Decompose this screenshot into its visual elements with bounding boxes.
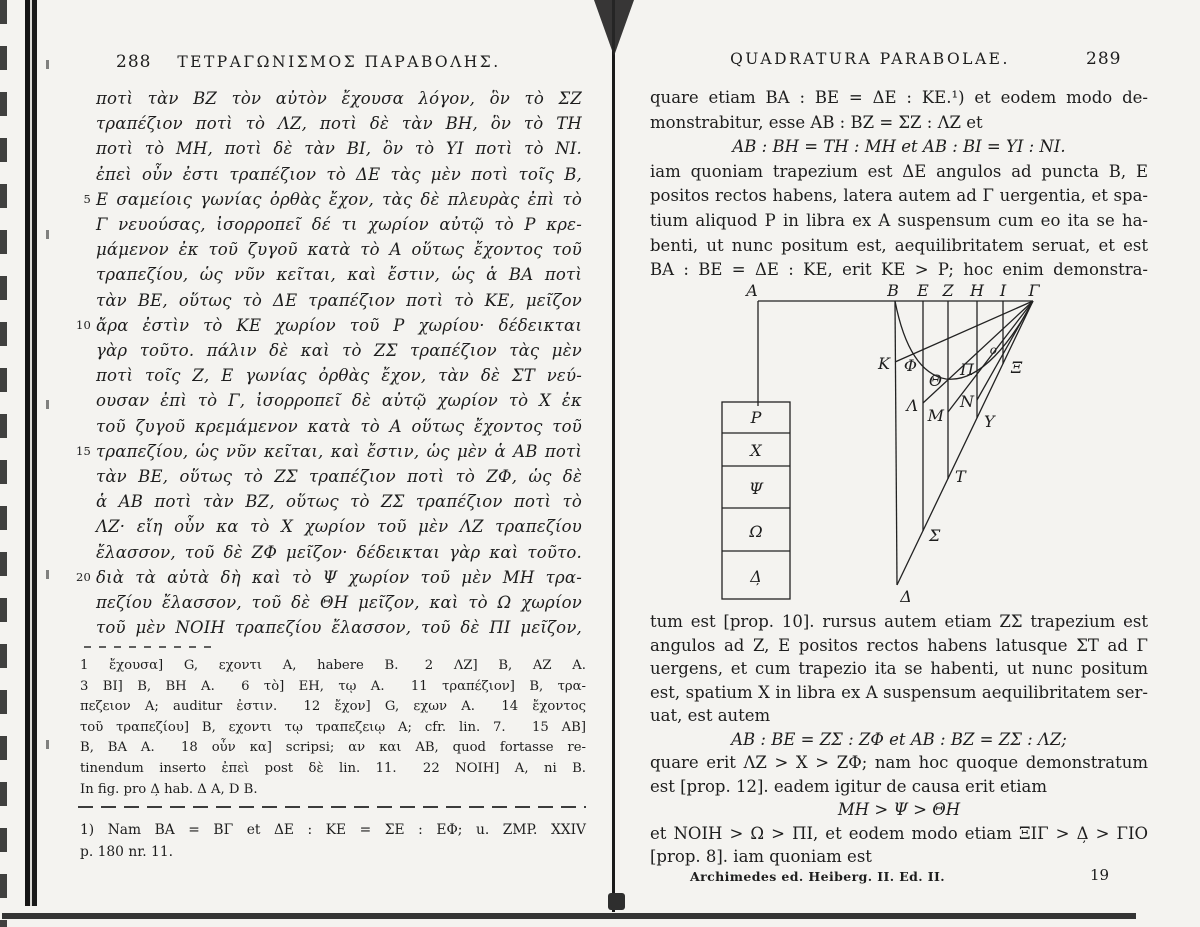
figure-label-Y: Y: [984, 412, 995, 431]
greek-text-line: [75, 439, 582, 464]
latin-paragraph-5: [650, 822, 1148, 869]
greek-text-line: [96, 237, 582, 262]
greek-line-text: ποτὶ τὸ ΜΗ, ποτὶ δὲ τὰν ΒΙ, ὃν τὸ ΥΙ ποτὶ τὸ ΝΙ.: [96, 139, 582, 159]
greek-text-line: [96, 212, 582, 237]
gutter-ink-blob-top: [594, 0, 634, 56]
apparatus-line: B, ΒΑ A. 18 οὖν κα] scripsi; αν και ΑB, quod fortasse re-: [80, 740, 586, 756]
critical-apparatus: [80, 656, 586, 800]
greek-line-text: διὰ τὰ αὐτὰ δὴ καὶ τὸ Ψ χωρίον τοῦ μὲν ΜΗ τρα-: [96, 567, 582, 587]
weight-box-label-P: P: [750, 408, 762, 427]
latin-line: benti, ut nunc positum est, aequilibritatem seruat, et est: [650, 235, 1148, 255]
latin-line: et NOIH > Ω > ΠI, et eodem modo etiam ΞΙΓ > Δ̦ > ΓΙΟ: [650, 823, 1148, 843]
greek-text-line: [96, 540, 582, 565]
signature-line: Archimedes ed. Heiberg. II. Ed. II.: [690, 869, 946, 884]
latin-line: est, spatium X in libra ex A suspensum aequilibritatem ser-: [650, 682, 1148, 702]
apparatus-line: In fig. pro Δ̦ hab. Δ A, D B.: [80, 781, 258, 797]
greek-text-line: [96, 464, 582, 489]
greek-line-text: ἄρα ἐστὶν τὸ ΚΕ χωρίον τοῦ Ρ χωρίου· δέδεικται: [96, 315, 582, 335]
greek-text-line: [96, 111, 582, 136]
greek-line-text: τοῦ μὲν ΝΟΙΗ τραπεζίου ἔλασσον, τοῦ δὲ ΠΙ μεῖζον,: [96, 618, 582, 638]
greek-line-text: ἔλασσον, τοῦ δὲ ΖΦ μεῖζον· δέδεικται γὰρ καὶ τοῦτο.: [96, 542, 582, 562]
greek-line-text: ἁ ΑΒ ποτὶ τὰν ΒΖ, οὕτως τὸ ΖΣ τραπέζιον ποτὶ τὸ: [96, 492, 582, 512]
footnote-line: p. 180 nr. 11.: [80, 843, 174, 860]
greek-text-line: [75, 313, 582, 338]
greek-line-text: ουσαν ἐπὶ τὸ Γ, ἰσορροπεῖ δὲ αὐτῷ χωρίον τὸ Χ ἐκ: [96, 391, 582, 411]
greek-text-line: [96, 262, 582, 287]
greek-text-line: [96, 414, 582, 439]
greek-line-text: τὰν ΒΕ, οὕτως τὸ ΔΕ τραπέζιον ποτὶ τὸ ΚΕ, μεῖζον: [96, 290, 582, 310]
latin-line: quare etiam BA : BE = ΔE : KE.¹) et eodem modo de-: [650, 88, 1148, 107]
figure-label-Z: Z: [942, 281, 954, 300]
footnote-line: 1) Nam ΒΑ = ΒΓ et ΔΕ : ΚΕ = ΣΕ : ΕΦ; u. ZMP. XXIV: [80, 822, 586, 838]
weight-box-label-Omega: Ω: [749, 522, 763, 541]
right-page-number: 289: [1086, 49, 1122, 69]
apparatus-line: 1 ἔχουσα] G, εχοντι A, habere B. 2 ΛΖ] B, ΑΖ A.: [80, 658, 586, 673]
page-edge-marks: [0, 0, 7, 927]
latin-line: est [prop. 12]. eadem igitur de causa erit etiam: [650, 776, 1048, 796]
greek-text-line: [96, 162, 582, 187]
figure-label-Omicron: ο: [989, 343, 997, 357]
figure-label-Theta: Θ: [928, 371, 942, 390]
figure-label-M: M: [927, 406, 944, 425]
greek-text-line: [96, 388, 582, 413]
greek-text-line: [83, 187, 582, 212]
figure-drawing: [690, 280, 1120, 615]
binding-ticks: [46, 60, 49, 880]
latin-line: uat, est autem: [650, 706, 771, 725]
figure-label-A: A: [746, 281, 758, 300]
margin-line-number: 5: [83, 191, 91, 206]
apparatus-line: tinendum inserto ἐπεὶ post δὲ lin. 11. 22 ΝΟΙΗ] A, ni B.: [80, 760, 586, 776]
displayed-formula-1: AB : BH = TH : MH et AB : BI = ΥI : NI.: [732, 137, 1066, 157]
latin-paragraph-4: [650, 751, 1148, 798]
latin-line: quare erit ΛZ > X > ZΦ; nam hoc quoque demonstratum: [650, 753, 1148, 772]
gutter-shadow: [612, 0, 615, 912]
figure-label-I: I: [999, 281, 1007, 300]
left-running-title: ΤΕΤΡΑΓΩΝΙΣΜΟΣ ΠΑΡΑΒΟΛΗΣ.: [177, 53, 501, 71]
scan-artifact-bar: [2, 913, 1136, 919]
apparatus-line: τοῦ τραπεζίου] B, εχοντι τῳ τραπεζειῳ A; cfr. lin. 7. 15 ΑΒ]: [80, 719, 586, 735]
latin-line: tium aliquod P in libra ex A suspensum cum eo ita se ha-: [650, 210, 1148, 230]
greek-line-text: ΛΖ· εἴη οὖν κα τὸ Χ χωρίον τοῦ μὲν ΛΖ τραπεζίου: [96, 517, 582, 537]
greek-line-text: τραπεζίου, ὡς νῦν κεῖται, καὶ ἔστιν, ὡς ἁ ΒΑ ποτὶ: [96, 265, 582, 285]
figure-label-Xi: Ξ: [1011, 358, 1023, 377]
displayed-formula-3: MH > Ψ > ΘH: [837, 800, 961, 819]
geometric-figure: [690, 280, 1120, 615]
figure-label-N: N: [960, 392, 974, 411]
greek-text-line: [96, 590, 582, 615]
latin-paragraph-3: [650, 610, 1148, 728]
figure-label-Lambda: Λ: [906, 396, 918, 415]
greek-line-text: ποτὶ τοῖς Ζ, Ε γωνίας ὀρθὰς ἔχον, τὰν δὲ ΣΤ νεύ-: [96, 366, 582, 386]
weight-box-label-Psi: Ψ: [748, 479, 764, 498]
apparatus-separator-mark: [84, 646, 216, 648]
greek-text-line: [96, 489, 582, 514]
greek-line-text: ἐπεὶ οὖν ἐστι τραπέζιον τὸ ΔΕ τὰς μὲν ποτὶ τοῖς Β,: [96, 164, 582, 184]
figure-label-Sigma: Σ: [929, 526, 941, 545]
weight-box-label-X: X: [750, 441, 762, 460]
greek-text-line: [96, 363, 582, 388]
greek-text-line: [75, 565, 582, 590]
greek-line-text: τὰν ΒΕ, οὕτως τὸ ΖΣ τραπέζιον ποτὶ τὸ ΖΦ, ὡς δὲ: [96, 467, 582, 487]
greek-text-line: [96, 615, 582, 640]
latin-text-upper: [650, 86, 1148, 283]
margin-line-number: 15: [75, 443, 91, 458]
greek-line-text: γὰρ τοῦτο. πάλιν δὲ καὶ τὸ ΖΣ τραπέζιον τὰς μὲν: [96, 341, 582, 361]
latin-line: tum est [prop. 10]. rursus autem etiam ZΣ trapezium est: [650, 612, 1148, 631]
figure-label-H: H: [970, 281, 984, 300]
greek-line-text: ποτὶ τὰν ΒΖ τὸν αὐτὸν ἔχουσα λόγον, ὃν τὸ ΣΖ: [96, 89, 582, 108]
greek-line-text: Γ νευούσας, ἰσορροπεῖ δέ τι χωρίον αὐτῷ τὸ Ρ κρε-: [96, 215, 582, 235]
latin-paragraph-1: [650, 86, 1148, 135]
latin-line: [prop. 8]. iam quoniam est: [650, 847, 872, 866]
apparatus-line: 3 ΒΙ] B, ΒΗ A. 6 τὸ] EH, τῳ A. 11 τραπέζιον] B, τρα-: [80, 678, 586, 694]
latin-paragraph-2: [650, 160, 1148, 283]
greek-text-column: [75, 86, 582, 640]
figure-label-Delta: Δ: [900, 587, 912, 606]
left-page-number: 288: [116, 52, 152, 72]
binding-shadow: [25, 0, 37, 906]
latin-line: positos rectos habens, latera autem ad Γ uergentia, et spa-: [650, 186, 1148, 206]
greek-text-line: [96, 136, 582, 161]
latin-text-lower: [650, 610, 1148, 869]
right-running-title: QUADRATURA PARABOLAE.: [730, 50, 1010, 68]
greek-line-text: τραπεζίου, ὡς νῦν κεῖται, καὶ ἔστιν, ὡς μὲν ἁ ΑΒ ποτὶ: [96, 441, 582, 461]
figure-label-E: E: [917, 281, 929, 300]
latin-line: iam quoniam trapezium est ΔE angulos ad puncta B, E: [650, 161, 1148, 181]
latin-line: BA : BE = ΔE : KE, erit KE > P; hoc enim demonstra-: [650, 260, 1148, 280]
margin-line-number: 10: [75, 317, 91, 332]
margin-line-number: 20: [75, 569, 91, 584]
greek-line-text: τραπέζιον ποτὶ τὸ ΛΖ, ποτὶ δὲ τὰν ΒΗ, ὃν τὸ ΤΗ: [96, 114, 582, 134]
displayed-formula-2: AB : BE = ZΣ : ZΦ et AB : BZ = ZΣ : ΛZ;: [731, 729, 1067, 749]
footnote: [80, 820, 586, 863]
latin-line: uergens, et cum trapezio ita se habenti, ut nunc positum: [650, 659, 1148, 678]
apparatus-line: πεζειον A; auditur ἐστιν. 12 ἔχον] G, εχων A. 14 ἔχοντος: [80, 699, 586, 715]
greek-text-line: [96, 338, 582, 363]
figure-label-K: K: [878, 354, 890, 373]
sheet-number: 19: [1090, 866, 1110, 884]
latin-line: monstrabitur, esse AB : BZ = ΣZ : ΛZ et: [650, 112, 983, 132]
greek-text-line: [96, 86, 582, 111]
figure-label-Pi: Π: [960, 360, 974, 379]
footnote-rule: [78, 806, 586, 808]
greek-line-text: τοῦ ζυγοῦ κρεμάμενον κατὰ τὸ Α οὕτως ἔχοντος τοῦ: [96, 416, 582, 436]
figure-label-T: T: [955, 467, 966, 486]
greek-line-text: Ε σαμείοις γωνίας ὀρθὰς ἔχον, τὰς δὲ πλευρὰς ἐπὶ τὸ: [96, 189, 582, 209]
figure-label-Phi: Φ: [903, 356, 917, 375]
latin-line: angulos ad Z, E positos rectos habens latusque ΣT ad Γ: [650, 635, 1148, 655]
greek-text-line: [96, 288, 582, 313]
greek-text-line: [96, 514, 582, 539]
weight-box-label-Delta: Δ̦: [750, 567, 762, 586]
greek-line-text: πεζίου ἔλασσον, τοῦ δὲ ΘΗ μεῖζον, καὶ τὸ Ω χωρίον: [96, 593, 582, 613]
gutter-ink-blob-bottom: [608, 893, 625, 910]
greek-line-text: μάμενον ἐκ τοῦ ζυγοῦ κατὰ τὸ Α οὕτως ἔχοντος τοῦ: [96, 240, 582, 260]
figure-label-B: B: [887, 281, 899, 300]
figure-label-Gamma: Γ: [1028, 281, 1040, 300]
